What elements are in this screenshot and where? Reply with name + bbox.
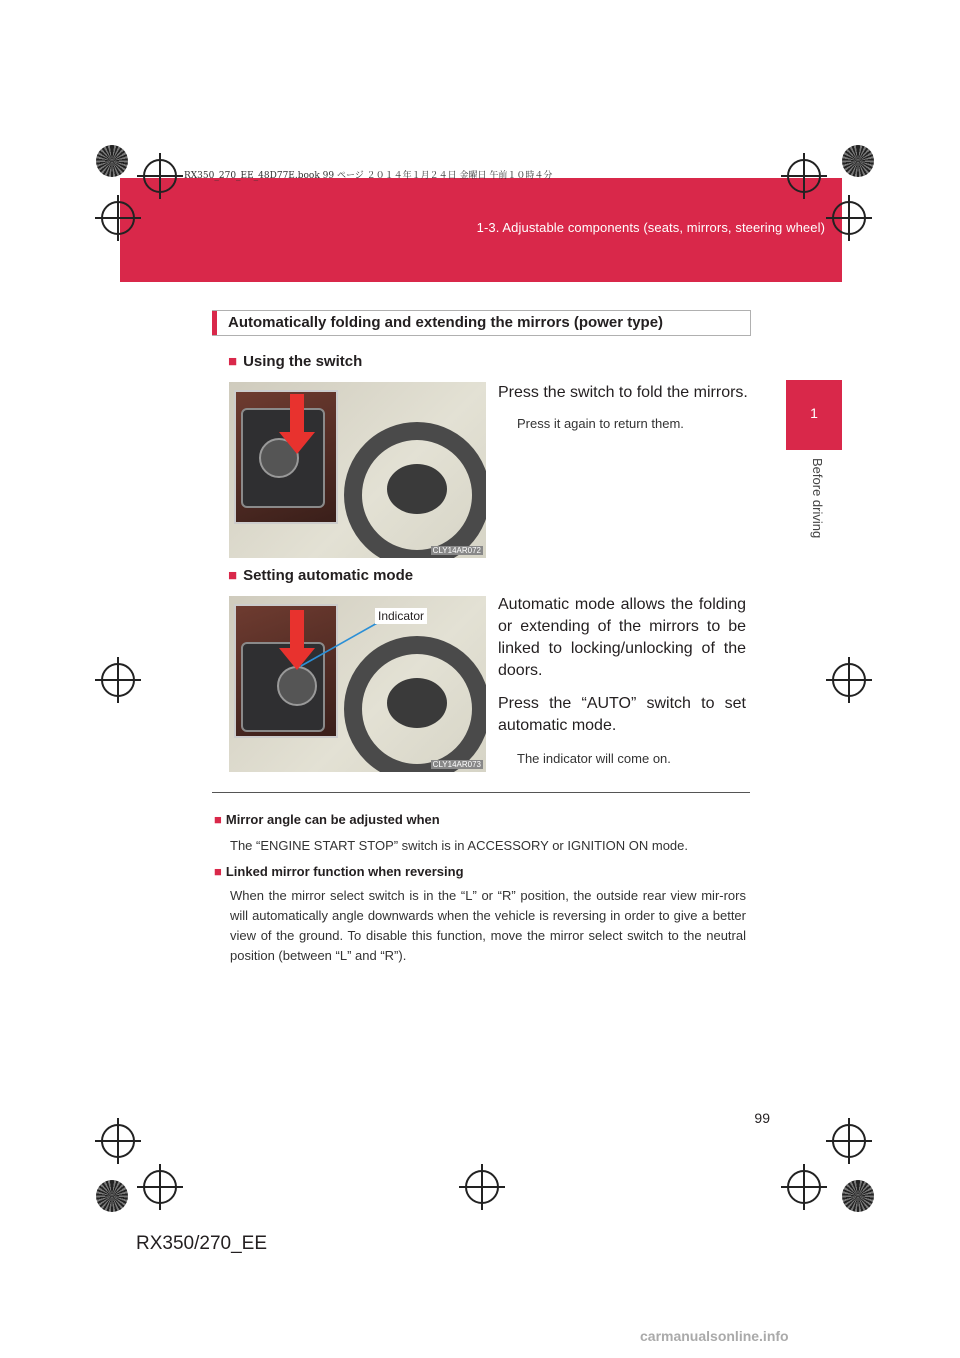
divider [212,792,750,793]
registration-mark-icon [832,663,866,697]
footnote-title [214,812,440,827]
registration-mark-icon [143,159,177,193]
auto-mode-note: The indicator will come on. [517,751,671,766]
registration-mark-icon [96,1180,128,1212]
subheading-auto-mode [228,567,413,584]
model-code: RX350/270_EE [136,1233,267,1254]
registration-mark-icon [101,663,135,697]
footnote-title-text: Mirror angle can be adjusted when [225,812,440,827]
chapter-label: Before driving [810,458,825,539]
page-number: 99 [754,1110,770,1126]
indicator-pointer [229,596,486,772]
print-info: RX350_270_EE_48D77E.book 99 ページ ２０１４年１月２４日 金曜日 午前１０時４分 [184,171,553,181]
subheading-using-switch [228,353,362,370]
section-heading [212,310,751,336]
square-bullet-icon: ■ [214,864,222,879]
subheading-text: Setting automatic mode [243,567,414,584]
arrow-head-icon [279,432,315,454]
registration-mark-icon [101,1124,135,1158]
square-bullet-icon: ■ [228,567,238,584]
image-code: CLY14AR072 [432,546,481,555]
registration-mark-icon [842,145,874,177]
using-switch-text: Press the switch to fold the mirrors. [498,384,748,401]
footnote-text: The “ENGINE START STOP” switch is in ACCESSORY or IGNITION ON mode. [230,838,689,853]
registration-mark-icon [96,145,128,177]
registration-mark-icon [465,1170,499,1204]
registration-mark-icon [101,201,135,235]
chapter-number: 1 [810,405,818,421]
registration-mark-icon [832,1124,866,1158]
indicator-label: Indicator [375,608,427,624]
subheading-text: Using the switch [243,353,363,370]
footnote-text: When the mirror select switch is in the “L” or “R” position, the outside rear view mir-rors will automatically angle downwards when the vehicle is reversing in order to give a better view of the ground. To disable this function, move the mirror select switch to the neutral position (between “L” and “R”). [230,888,746,963]
auto-mode-instruction: Press the “AUTO” switch to set automatic mode. [498,695,746,734]
square-bullet-icon: ■ [214,812,222,827]
registration-mark-icon [832,201,866,235]
footnote-title-text: Linked mirror function when reversing [225,864,464,879]
footnote-title [214,864,464,879]
square-bullet-icon: ■ [228,353,238,370]
section-title: 1-3. Adjustable components (seats, mirrors, steering wheel) [476,220,825,235]
section-heading-text: Automatically folding and extending the mirrors (power type) [228,314,664,331]
auto-mode-text: Automatic mode allows the folding or extending of the mirrors to be linked to locking/unlocking of the doors. [498,596,746,679]
steering-hub [387,464,447,514]
indicator-leader-line [301,622,379,666]
registration-mark-icon [787,159,821,193]
arrow-icon [290,394,304,434]
image-code: CLY14AR073 [432,760,481,769]
watermark: carmanualsonline.info [640,1328,789,1344]
heading-accent [212,311,217,335]
registration-mark-icon [787,1170,821,1204]
switch-photo [229,382,486,558]
registration-mark-icon [143,1170,177,1204]
registration-mark-icon [842,1180,874,1212]
using-switch-note: Press it again to return them. [517,416,684,431]
